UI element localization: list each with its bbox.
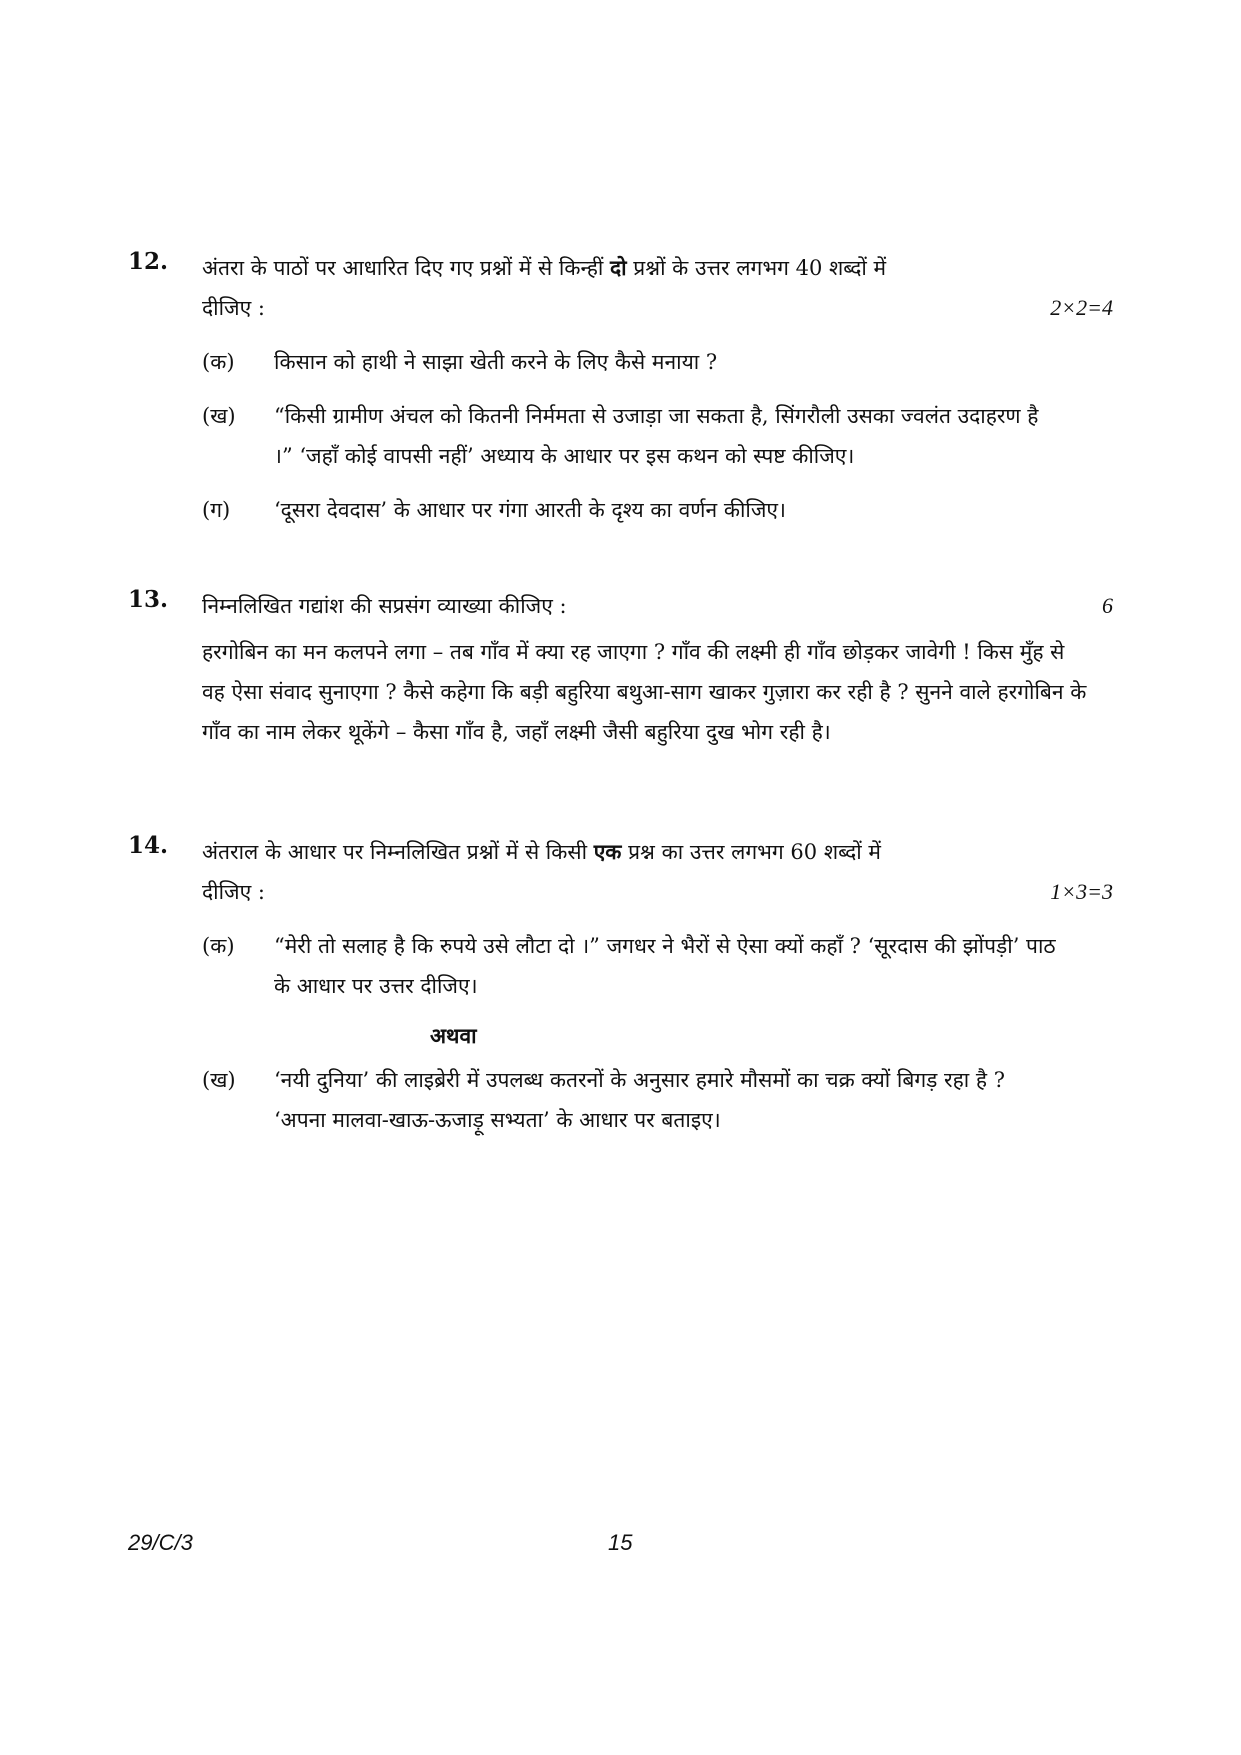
sub-question-ga [202,490,1113,530]
question-14 [128,832,1113,1140]
marks: 1×3=3 [1050,879,1113,904]
sub-question-text: किसान को हाथी ने साझा खेती करने के लिए कैसे मनाया ? [274,350,718,374]
question-text-emphasis: एक [593,839,622,864]
question-text-part-a: अंतराल के आधार पर निम्नलिखित प्रश्नों में से किसी [202,840,594,864]
question-text-line-2: दीजिए : [202,880,265,904]
sub-question-text: “किसी ग्रामीण अंचल को कितनी निर्ममता से उजाड़ा जा सकता है, सिंगरौली उसका ज्वलंत उदाहरण है ।” ‘जहाँ कोई वापसी नहीं’ अध्याय के आधार पर इस कथन को स्पष्ट कीजिए। [274,404,1039,468]
page-number: 15 [608,1530,633,1555]
question-text-part-a: अंतरा के पाठों पर आधारित दिए गए प्रश्नों में से किन्हीं [202,256,610,280]
sub-question-kha [202,1060,1113,1140]
marks: 6 [1102,593,1113,618]
sub-question-text: ‘दूसरा देवदास’ के आधार पर गंगा आरती के दृश्य का वर्णन कीजिए। [274,498,786,522]
question-number: 13. [128,586,169,613]
sub-question-label: (ग) [202,498,231,522]
question-text-line-2: दीजिए : [202,296,265,320]
paper-code: 29/C/3 [128,1530,193,1555]
sub-question-label: (क) [202,934,235,958]
question-12 [128,248,1113,530]
sub-question-ka [202,342,1113,382]
question-text-part-b: प्रश्नों के उत्तर लगभग 40 शब्दों में [626,256,887,280]
question-text [202,248,1113,328]
passage: हरगोबिन का मन कलपने लगा – तब गाँव में क्या रह जाएगा ? गाँव की लक्ष्मी ही गाँव छोड़कर जावेगी ! किस मुँह से वह ऐसा संवाद सुनाएगा ? कैसे कहेगा कि बड़ी बहुरिया बथुआ-साग खाकर गुज़ारा कर रही है ? सुनने वाले हरगोबिन के गाँव का नाम लेकर थूकेंगे – कैसा गाँव है, जहाँ लक्ष्मी जैसी बहुरिया दुख भोग रही है। [202,640,1087,744]
question-number: 14. [128,832,169,859]
question-line-2 [202,288,1113,328]
question-line-2 [202,872,1113,912]
sub-question-label: (ख) [202,1068,236,1092]
sub-question-label: (क) [202,350,235,374]
question-line-1 [202,248,1113,288]
question-instruction: निम्नलिखित गद्यांश की सप्रसंग व्याख्या कीजिए : [202,594,567,618]
marks: 2×2=4 [1050,295,1113,320]
sub-question-text: ‘नयी दुनिया’ की लाइब्रेरी में उपलब्ध कतरनों के अनुसार हमारे मौसमों का चक्र क्यों बिगड़ रहा है ? ‘अपना मालवा-खाऊ-ऊजाड़ू सभ्यता’ के आधार पर बताइए। [274,1068,1006,1132]
question-text-emphasis: दो [610,255,627,280]
question-text [202,832,1113,912]
sub-question-label: (ख) [202,404,236,428]
sub-question-ka [202,926,1113,1006]
question-number: 12. [128,248,169,275]
question-text-part-b: प्रश्न का उत्तर लगभग 60 शब्दों में [621,840,881,864]
question-text [202,586,1113,626]
question-13 [128,586,1113,752]
sub-question-kha [202,396,1113,476]
question-line-1 [202,832,1113,872]
or-separator: अथवा [430,1023,477,1048]
sub-question-text: “मेरी तो सलाह है कि रुपये उसे लौटा दो ।” जगधर ने भैरों से ऐसा क्यों कहाँ ? ‘सूरदास की झोंपड़ी’ पाठ के आधार पर उत्तर दीजिए। [274,934,1056,998]
